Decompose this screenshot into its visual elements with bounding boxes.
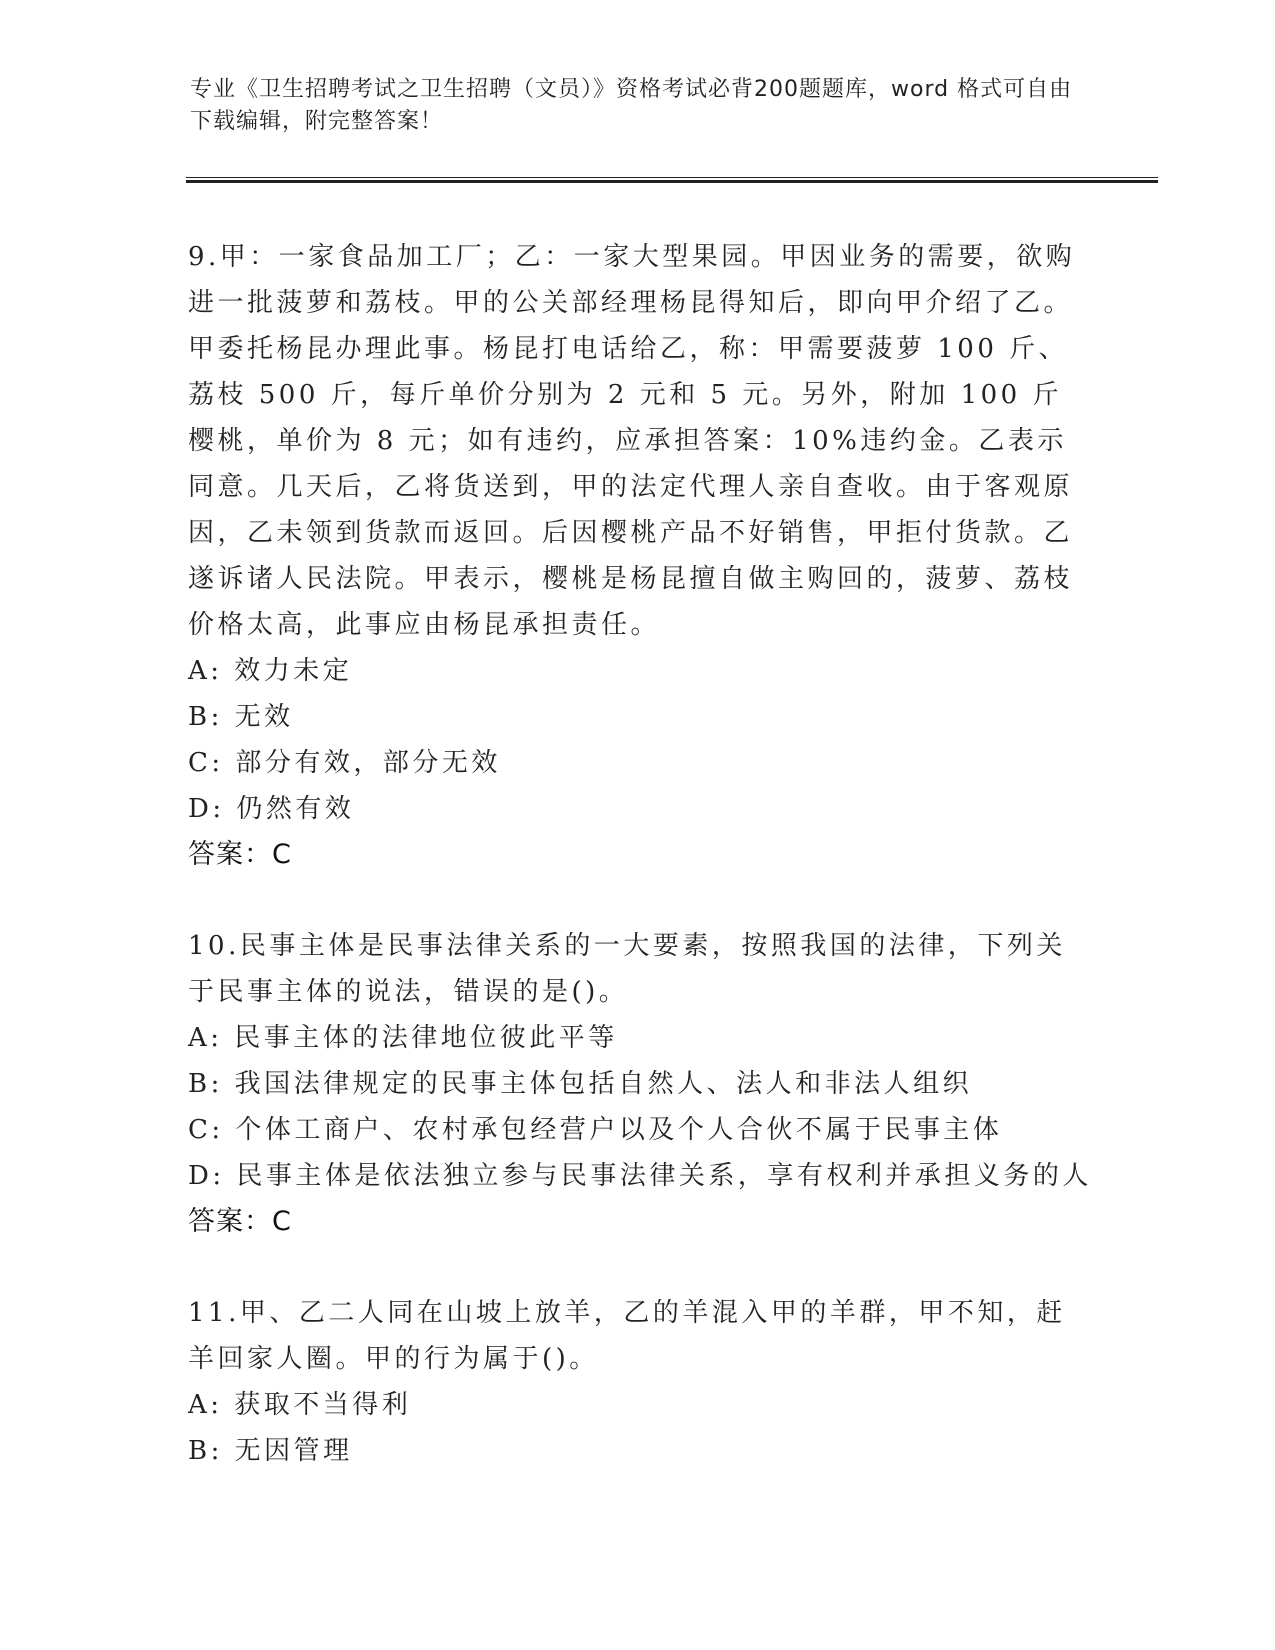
option-a: A: 效力未定 [188, 656, 353, 686]
option-b: B: 无效 [188, 702, 294, 732]
question-stem: 10.民事主体是民事法律关系的一大要素，按照我国的法律，下列关于民事主体的说法，错误的是()。 [188, 931, 1066, 1007]
option-d: D: 仍然有效 [188, 794, 355, 824]
question-stem: 9.甲：一家食品加工厂；乙：一家大型果园。甲因业务的需要，欲购进一批菠萝和荔枝。甲的公关部经理杨昆得知后，即向甲介绍了乙。甲委托杨昆办理此事。杨昆打电话给乙，称：甲需要菠萝 100 斤、荔枝 500 斤，每斤单价分别为 2 元和 5 元。另外，附加 100 斤樱桃，单价为 8 元；如有违约，应承担答案：10%违约金。乙表示同意。几天后，乙将货送到，甲的法定代理人亲自查收。由于客观原因，乙未领到货款而返回。后因樱桃产品不好销售，甲拒付货款。乙遂诉诸人民法院。甲表示，樱桃是杨昆擅自做主购回的，菠萝、荔枝价格太高，此事应由杨昆承担责任。 [188, 242, 1076, 640]
option-a: A: 获取不当得利 [188, 1390, 412, 1420]
option-d: D: 民事主体是依法独立参与民事法律关系，享有权利并承担义务的人 [188, 1161, 1092, 1191]
answer-line: 答案：C [188, 839, 292, 870]
answer-line: 答案：C [188, 1206, 292, 1237]
question-stem: 11.甲、乙二人同在山坡上放羊，乙的羊混入甲的羊群，甲不知，赶羊回家人圈。甲的行为属于()。 [188, 1298, 1066, 1374]
question-10 [188, 923, 1092, 1245]
header-divider-thick [186, 180, 1158, 183]
question-9 [188, 234, 1088, 878]
option-b: B: 我国法律规定的民事主体包括自然人、法人和非法人组织 [188, 1069, 973, 1099]
document-header: 专业《卫生招聘考试之卫生招聘（文员）》资格考试必背200题题库，word 格式可自由下载编辑，附完整答案！ [190, 77, 1073, 134]
option-a: A: 民事主体的法律地位彼此平等 [188, 1023, 618, 1053]
question-list [188, 234, 1092, 1519]
question-11 [188, 1290, 1088, 1474]
option-c: C: 部分有效，部分无效 [188, 748, 501, 778]
header-divider-thin [186, 177, 1158, 178]
option-b: B: 无因管理 [188, 1436, 353, 1466]
option-c: C: 个体工商户、农村承包经营户以及个人合伙不属于民事主体 [188, 1115, 1003, 1145]
